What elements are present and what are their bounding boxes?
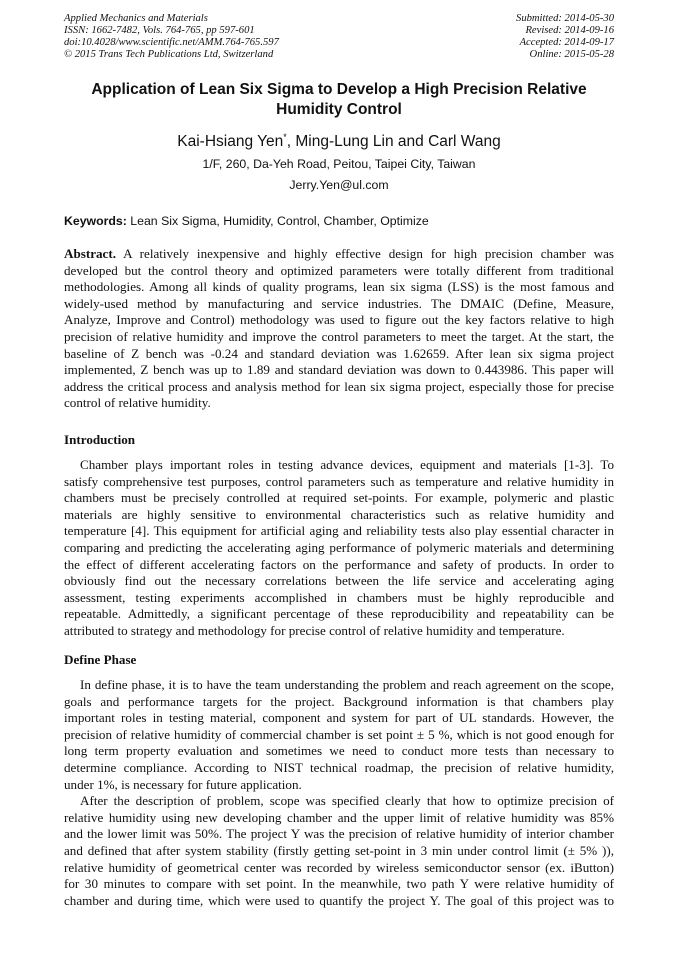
doi: doi:10.4028/www.scientific.net/AMM.764-765.597 [64,37,279,48]
dates-info [516,13,614,61]
text-line: long term property evaluation and sometimes we need to conduct more tests than necessary to [64,743,614,759]
title-line: Humidity Control [276,101,402,118]
online-date: Online: 2015-05-28 [529,49,614,60]
text-line: chambers must be precisely controlled at required set-points. For example, polymeric and plastic [64,490,614,506]
text-line: determine compliance. According to NIST technical roadmap, the precision of relative humidity, [64,759,614,775]
author-first: Kai-Hsiang Yen [177,133,284,151]
abstract [64,246,614,412]
accepted-date: Accepted: 2014-09-17 [519,37,614,48]
authors [64,132,614,151]
abstract-label: Abstract. [64,246,116,261]
text-line: repeatable. Admittedly, a significant percentage of these reproducibility and repeatability can be [64,606,614,622]
text-line: developed but the control theory and optimized parameters were totally different from traditional [64,262,614,278]
text-line: important roles in testing material, component and system for part of UL standards. However, the [64,710,614,726]
paper-title [64,80,614,120]
text-line: control of relative humidity. [64,395,211,411]
text-line: precision of relative humidity and improve the control parameters to meet the target. At the start, the [64,328,614,344]
text-line: After the description of problem, scope was specified clearly that how to optimize precision of [80,793,614,809]
text-line: satisfy comprehensive test purposes, control parameters such as temperature and relative humidity in [64,473,614,489]
text-line: for 30 minutes to compare with set point. In the meanwhile, two path Y were relative humidity of [64,876,614,892]
text-line: and the lower limit was 50%. The project Y was the precision of relative humidity of interior chamber [64,826,614,842]
text-line: Analyze, Improve and Control) methodology was used to figure out the key factors relative to high [64,312,614,328]
text-line: comparing and predicting the accelerating aging performance of polymeric materials and determining [64,539,614,555]
text-line: materials are highly sensitive to environmental characteristics such as relative humidity and [64,506,614,522]
text-line: relative humidity using new developing chamber and the upper limit of relative humidity was 85% [64,809,614,825]
text-line: the effect of different accelerating factors on the performance and safety of products. In order to [64,556,614,572]
author-email: Jerry.Yen@ul.com [289,178,389,192]
text-span: A relatively inexpensive and highly effective design for high precision chamber was [116,246,614,261]
define-body [64,677,614,909]
keywords [64,214,429,228]
issn: ISSN: 1662-7482, Vols. 764-765, pp 597-601 [64,25,255,36]
submitted-date: Submitted: 2014-05-30 [516,13,614,24]
text-line: methodologies. Among all kinds of quality programs, lean six sigma (LSS) is the most famous and [64,279,614,295]
corresponding-mark: * [283,132,287,142]
text-line: Chamber plays important roles in testing advance devices, equipment and materials [1-3]. To [80,457,614,472]
text-line: baseline of Z bench was -0.24 and standard deviation was 1.62659. After lean six sigma project [64,345,614,361]
affiliation: 1/F, 260, Da-Yeh Road, Peitou, Taipei City, Taiwan [202,157,476,171]
copyright: © 2015 Trans Tech Publications Ltd, Switzerland [64,49,274,60]
text-line: attributed to strategy and methodology for precise control of relative humidity and temperature. [64,622,565,638]
text-line: implemented, Z bench was up to 1.89 and standard deviation was down to 0.443986. This paper will [64,362,614,378]
text-line: goals and performance targets for the project. Background information is that chambers play [64,693,614,709]
text-line: and defined that after system stability (firstly getting set-point in 3 min under control limit (± 5% )), [64,842,614,858]
revised-date: Revised: 2014-09-16 [525,25,614,36]
text-line: under 1%, is necessary for future application. [64,776,302,792]
keywords-text: Lean Six Sigma, Humidity, Control, Chamber, Optimize [126,214,429,228]
text-line: assessment, testing experiments accomplished in chambers must be highly reproducible and [64,589,614,605]
text-line: temperature [4]. This equipment for artificial aging and reliability tests also play essential character in [64,523,614,539]
introduction-body [64,457,614,640]
section-heading-introduction: Introduction [64,432,136,447]
journal-info [64,13,279,61]
author-rest: , Ming-Lung Lin and Carl Wang [286,133,501,151]
title-line: Application of Lean Six Sigma to Develop a High Precision Relative [91,81,587,98]
text-line [64,246,614,263]
section-heading-define: Define Phase [64,652,137,667]
text-line: In define phase, it is to have the team understanding the problem and reach agreement on the scope, [80,677,614,692]
text-line: chamber and during time, which were used to quantify the project Y. The goal of this project was to [64,892,614,908]
keywords-label: Keywords: [64,214,127,228]
journal-name: Applied Mechanics and Materials [64,13,208,24]
text-line: obviously find out the necessary correlations between the life service and accelerating aging [64,573,614,589]
text-line: address the critical process and analysis method for lean six sigma project, especially those for precise [64,378,614,394]
text-line: precision of relative humidity of commercial chamber is set point ± 5 %, which is not good enough for [64,726,614,742]
text-line: relative humidity of geometrical center was recorded by wireless semiconductor sensor (ex. iButton) [64,859,614,875]
text-line: widely-used method by manufacturing and service industries. The DMAIC (Define, Measure, [64,295,614,311]
